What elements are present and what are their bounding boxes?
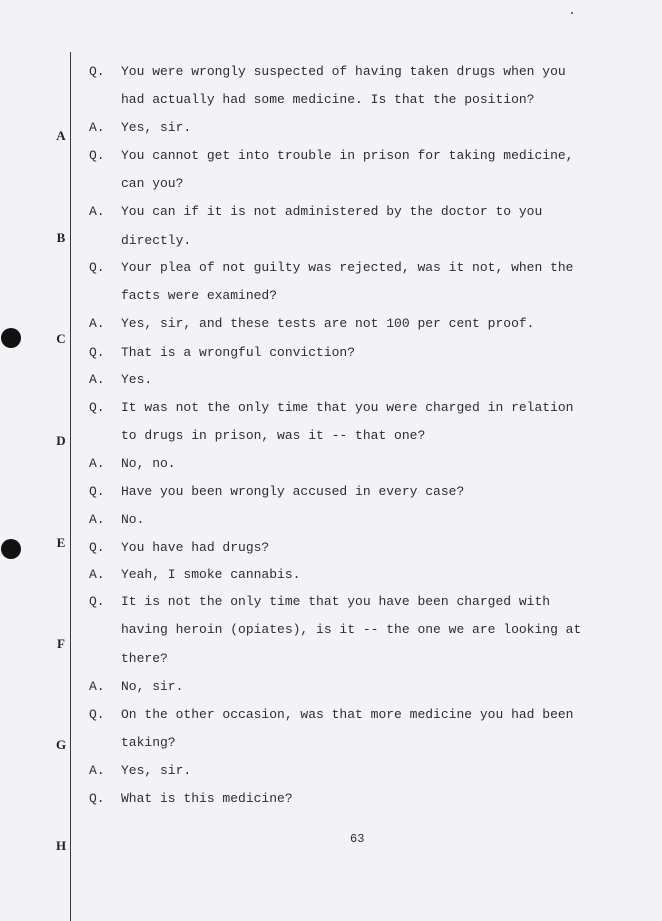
speaker-label: A. (89, 456, 105, 471)
transcript-line: can you? (121, 176, 184, 191)
speaker-label: A. (89, 567, 105, 582)
speck (571, 12, 573, 14)
transcript-line: taking? (121, 735, 176, 750)
punch-hole (1, 328, 21, 348)
transcript-line: What is this medicine? (121, 791, 293, 806)
transcript-line: No. (121, 512, 145, 527)
transcript-line: No, no. (121, 456, 176, 471)
speaker-label: Q. (89, 345, 105, 360)
transcript-line: No, sir. (121, 679, 184, 694)
transcript-line: You cannot get into trouble in prison for taking medicine, (121, 148, 574, 163)
page-number: 63 (350, 832, 365, 846)
margin-letter-f: F (57, 636, 65, 651)
speaker-label: Q. (89, 484, 105, 499)
transcript-line: You were wrongly suspected of having taken drugs when you (121, 64, 566, 79)
speaker-label: A. (89, 120, 105, 135)
transcript-line: Your plea of not guilty was rejected, was it not, when the (121, 260, 574, 275)
speaker-label: A. (89, 372, 105, 387)
speaker-label: A. (89, 763, 105, 778)
speaker-label: A. (89, 512, 105, 527)
transcript-line: Have you been wrongly accused in every case? (121, 484, 465, 499)
speaker-label: Q. (89, 707, 105, 722)
transcript-line: facts were examined? (121, 288, 278, 303)
transcript-line: to drugs in prison, was it -- that one? (121, 428, 426, 443)
speaker-label: Q. (89, 791, 105, 806)
transcript-line: there? (121, 651, 168, 666)
transcript-line: You can if it is not administered by the doctor to you (121, 204, 543, 219)
margin-letter-d: D (56, 433, 66, 448)
speaker-label: A. (89, 204, 105, 219)
speaker-label: Q. (89, 400, 105, 415)
margin-letter-e: E (56, 535, 66, 550)
speaker-label: Q. (89, 148, 105, 163)
transcript-line: It was not the only time that you were charged in relation (121, 400, 574, 415)
speaker-label: Q. (89, 260, 105, 275)
margin-letter-c: C (56, 331, 66, 346)
transcript-line: directly. (121, 233, 192, 248)
margin-letter-a: A (56, 128, 66, 143)
speaker-label: A. (89, 316, 105, 331)
transcript-line: having heroin (opiates), is it -- the one we are looking at (121, 622, 582, 637)
speaker-label: Q. (89, 540, 105, 555)
transcript-line: That is a wrongful conviction? (121, 345, 356, 360)
transcript-line: You have had drugs? (121, 540, 270, 555)
margin-rule (70, 52, 71, 921)
transcript-line: On the other occasion, was that more medicine you had been (121, 707, 574, 722)
punch-hole (1, 539, 21, 559)
margin-letter-b: B (56, 230, 66, 245)
speaker-label: A. (89, 679, 105, 694)
speaker-label: Q. (89, 594, 105, 609)
margin-letter-g: G (55, 737, 67, 752)
transcript-line: Yes, sir. (121, 763, 192, 778)
transcript-line: had actually had some medicine. Is that the position? (121, 92, 535, 107)
transcript-line: Yes, sir, and these tests are not 100 per cent proof. (121, 316, 535, 331)
margin-letter-h: H (55, 838, 67, 853)
transcript-line: It is not the only time that you have been charged with (121, 594, 551, 609)
transcript-line: Yes. (121, 372, 153, 387)
transcript-line: Yeah, I smoke cannabis. (121, 567, 301, 582)
speaker-label: Q. (89, 64, 105, 79)
transcript-line: Yes, sir. (121, 120, 192, 135)
